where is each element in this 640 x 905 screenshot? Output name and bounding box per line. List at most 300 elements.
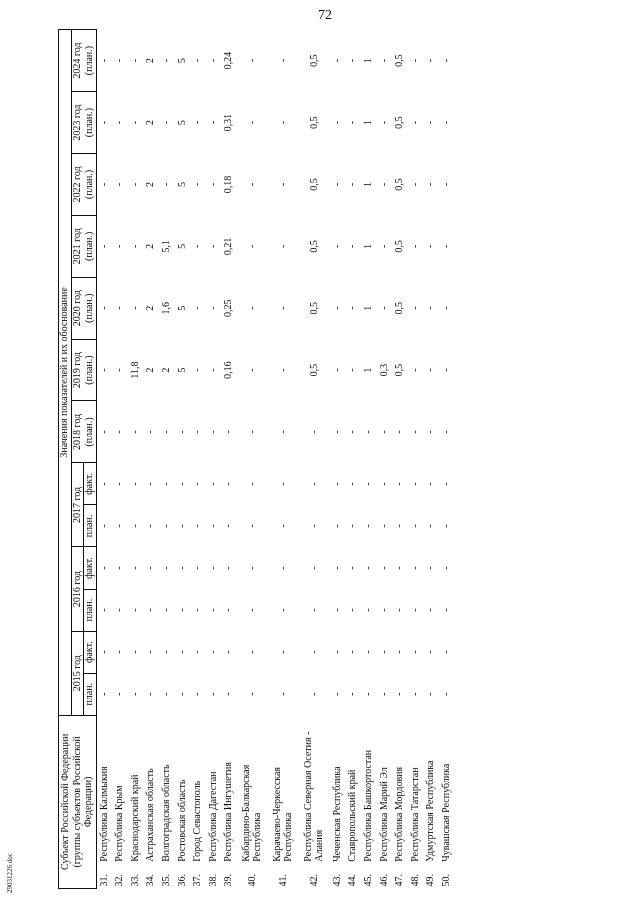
value-cell: - bbox=[98, 244, 110, 248]
value-cell: - bbox=[277, 524, 289, 528]
value-cell: - bbox=[207, 244, 219, 248]
value-cell: 0,31 bbox=[223, 113, 235, 132]
value-cell: - bbox=[160, 566, 172, 570]
value-cell: - bbox=[246, 368, 258, 372]
header-year-2021: 2021 год (план.) bbox=[71, 215, 96, 277]
value-cell: - bbox=[441, 244, 453, 248]
value-cell: - bbox=[425, 430, 437, 434]
value-cell: - bbox=[98, 430, 110, 434]
value-cell: - bbox=[145, 650, 157, 654]
header-subject: Субъект Российской Федерации (группы субъектов Российской Федерации) bbox=[59, 715, 97, 888]
value-cell: - bbox=[246, 482, 258, 486]
indicators-table bbox=[58, 29, 455, 889]
region-name: Республика Марий Эл bbox=[378, 767, 390, 862]
region-name: Республика Ингушетия bbox=[223, 762, 235, 862]
value-cell: - bbox=[129, 482, 141, 486]
header-year-2022: 2022 год (план.) bbox=[71, 154, 96, 216]
value-cell: - bbox=[409, 244, 421, 248]
value-cell: - bbox=[277, 306, 289, 310]
value-cell: - bbox=[223, 650, 235, 654]
value-cell: - bbox=[425, 692, 437, 696]
value-cell: - bbox=[363, 482, 375, 486]
value-cell: - bbox=[409, 368, 421, 372]
row-number: 31. bbox=[98, 874, 110, 887]
value-cell: - bbox=[192, 120, 204, 125]
header-year-2024: 2024 год (план.) bbox=[71, 30, 96, 92]
value-cell: - bbox=[409, 524, 421, 528]
header-year-2020: 2020 год (план.) bbox=[71, 277, 96, 339]
value-cell: - bbox=[331, 244, 343, 248]
value-cell: - bbox=[246, 430, 258, 434]
value-cell: - bbox=[441, 120, 453, 125]
value-cell: - bbox=[176, 482, 188, 486]
value-cell: - bbox=[347, 524, 359, 528]
value-cell: 2 bbox=[145, 305, 157, 311]
value-cell: 2 bbox=[145, 58, 157, 64]
footer-filename: 29031226.doc bbox=[6, 853, 14, 893]
value-cell: 0,5 bbox=[308, 178, 320, 191]
value-cell: - bbox=[192, 244, 204, 248]
table-row bbox=[174, 30, 190, 889]
value-cell: - bbox=[378, 692, 390, 696]
value-cell: - bbox=[98, 482, 110, 486]
value-cell: - bbox=[347, 58, 359, 63]
value-cell: - bbox=[441, 692, 453, 696]
value-cell: - bbox=[308, 608, 320, 612]
value-cell: - bbox=[160, 182, 172, 187]
value-cell: - bbox=[277, 482, 289, 486]
value-cell: - bbox=[176, 608, 188, 612]
value-cell: 5,1 bbox=[160, 240, 172, 253]
value-cell: 0,21 bbox=[223, 237, 235, 256]
region-name: Республика Калмыкия bbox=[98, 766, 110, 862]
row-number: 38. bbox=[207, 874, 219, 887]
table-row bbox=[96, 30, 112, 889]
row-number: 49. bbox=[425, 874, 437, 887]
value-cell: 2 bbox=[160, 367, 172, 373]
value-cell: - bbox=[207, 120, 219, 125]
table-row bbox=[423, 30, 439, 889]
table-body bbox=[96, 30, 455, 889]
value-cell: - bbox=[331, 430, 343, 434]
row-number: 47. bbox=[394, 874, 406, 887]
row-number: 42. bbox=[308, 874, 320, 887]
value-cell: - bbox=[192, 566, 204, 570]
row-number: 46. bbox=[378, 874, 390, 887]
value-cell: - bbox=[192, 430, 204, 434]
value-cell: 11,8 bbox=[129, 361, 141, 379]
value-cell: - bbox=[277, 608, 289, 612]
value-cell: - bbox=[425, 524, 437, 528]
value-cell: - bbox=[114, 692, 126, 696]
value-cell: - bbox=[129, 650, 141, 654]
value-cell: 0,25 bbox=[223, 299, 235, 317]
value-cell: - bbox=[207, 182, 219, 187]
value-cell: - bbox=[176, 692, 188, 696]
table-header bbox=[59, 30, 97, 889]
value-cell: - bbox=[378, 650, 390, 654]
row-number: 32. bbox=[114, 874, 126, 887]
value-cell: - bbox=[441, 306, 453, 310]
table-row bbox=[361, 30, 377, 889]
table-row bbox=[439, 30, 455, 889]
table-row bbox=[159, 30, 175, 889]
value-cell: - bbox=[207, 58, 219, 63]
value-cell: - bbox=[207, 306, 219, 310]
value-cell: 0,5 bbox=[394, 301, 406, 315]
value-cell: - bbox=[98, 368, 110, 372]
value-cell: - bbox=[98, 608, 110, 612]
value-cell: - bbox=[409, 120, 421, 125]
value-cell: - bbox=[394, 566, 406, 570]
value-cell: - bbox=[409, 608, 421, 612]
value-cell: 1,6 bbox=[160, 301, 172, 315]
region-name: Чеченская Республика bbox=[331, 766, 343, 862]
header-values-group: Значения показателей и их обоснование bbox=[59, 30, 72, 716]
value-cell: - bbox=[114, 306, 126, 310]
value-cell: 1 bbox=[363, 305, 375, 311]
value-cell: - bbox=[425, 482, 437, 486]
value-cell: - bbox=[246, 244, 258, 248]
value-cell: - bbox=[246, 566, 258, 570]
value-cell: - bbox=[114, 524, 126, 528]
value-cell: - bbox=[277, 182, 289, 187]
header-fact-2015: факт. bbox=[84, 631, 97, 673]
value-cell: - bbox=[192, 182, 204, 187]
value-cell: - bbox=[114, 430, 126, 434]
value-cell: - bbox=[160, 58, 172, 63]
region-name: Чувашская Республика bbox=[441, 763, 453, 862]
region-name: Республика Крым bbox=[114, 785, 126, 862]
value-cell: - bbox=[425, 608, 437, 612]
value-cell: - bbox=[409, 482, 421, 486]
row-number: 36. bbox=[176, 874, 188, 887]
row-number: 39. bbox=[223, 874, 235, 887]
value-cell: - bbox=[425, 650, 437, 654]
value-cell: - bbox=[331, 692, 343, 696]
value-cell: - bbox=[192, 306, 204, 310]
value-cell: - bbox=[129, 430, 141, 434]
value-cell: - bbox=[277, 566, 289, 570]
value-cell: - bbox=[160, 524, 172, 528]
value-cell: - bbox=[347, 566, 359, 570]
value-cell: - bbox=[192, 650, 204, 654]
value-cell: - bbox=[114, 608, 126, 612]
region-name: Республика Мордовия bbox=[394, 766, 406, 862]
region-name: Краснодарский край bbox=[129, 774, 141, 862]
value-cell: 1 bbox=[363, 120, 375, 126]
value-cell: - bbox=[114, 482, 126, 486]
value-cell: - bbox=[207, 368, 219, 372]
value-cell: - bbox=[223, 608, 235, 612]
value-cell: - bbox=[347, 244, 359, 248]
value-cell: - bbox=[331, 58, 343, 63]
row-number: 41. bbox=[277, 874, 289, 887]
value-cell: - bbox=[246, 692, 258, 696]
value-cell: - bbox=[145, 430, 157, 434]
value-cell: - bbox=[129, 120, 141, 125]
value-cell: - bbox=[160, 608, 172, 612]
value-cell: - bbox=[378, 482, 390, 486]
row-number: 35. bbox=[160, 874, 172, 887]
value-cell: 0,5 bbox=[394, 178, 406, 191]
value-cell: - bbox=[363, 566, 375, 570]
value-cell: - bbox=[378, 244, 390, 248]
value-cell: - bbox=[363, 650, 375, 654]
value-cell: - bbox=[363, 692, 375, 696]
value-cell: - bbox=[98, 524, 110, 528]
value-cell: - bbox=[192, 58, 204, 63]
row-number: 33. bbox=[129, 874, 141, 887]
header-year-2018: 2018 год (план.) bbox=[71, 401, 96, 463]
value-cell: - bbox=[363, 608, 375, 612]
header-year-2015: 2015 год bbox=[71, 631, 84, 715]
value-cell: - bbox=[223, 482, 235, 486]
value-cell: - bbox=[145, 524, 157, 528]
value-cell: - bbox=[246, 120, 258, 125]
value-cell: - bbox=[394, 692, 406, 696]
value-cell: 0,5 bbox=[308, 363, 320, 377]
value-cell: - bbox=[98, 650, 110, 654]
region-name: Республика Дагестан bbox=[207, 771, 219, 862]
region-name: Ставропольский край bbox=[347, 769, 359, 862]
value-cell: - bbox=[176, 650, 188, 654]
value-cell: - bbox=[223, 524, 235, 528]
value-cell: - bbox=[246, 306, 258, 310]
value-cell: - bbox=[207, 430, 219, 434]
value-cell: 0,5 bbox=[308, 116, 320, 129]
value-cell: - bbox=[394, 482, 406, 486]
table-row bbox=[143, 30, 159, 889]
value-cell: - bbox=[363, 524, 375, 528]
table-row bbox=[330, 30, 346, 889]
value-cell: - bbox=[425, 182, 437, 187]
value-cell: - bbox=[378, 120, 390, 125]
value-cell: - bbox=[129, 524, 141, 528]
row-number: 37. bbox=[192, 874, 204, 887]
value-cell: - bbox=[378, 430, 390, 434]
value-cell: 2 bbox=[145, 243, 157, 249]
value-cell: - bbox=[160, 692, 172, 696]
value-cell: - bbox=[207, 608, 219, 612]
value-cell: - bbox=[176, 430, 188, 434]
table-row bbox=[221, 30, 237, 889]
value-cell: - bbox=[277, 430, 289, 434]
value-cell: - bbox=[145, 566, 157, 570]
value-cell: 0,5 bbox=[394, 54, 406, 67]
value-cell: - bbox=[441, 368, 453, 372]
value-cell: - bbox=[441, 430, 453, 434]
value-cell: - bbox=[331, 482, 343, 486]
value-cell: 2 bbox=[145, 181, 157, 187]
value-cell: - bbox=[145, 608, 157, 612]
value-cell: - bbox=[308, 650, 320, 654]
value-cell: - bbox=[114, 120, 126, 125]
value-cell: - bbox=[246, 524, 258, 528]
value-cell: - bbox=[441, 650, 453, 654]
value-cell: - bbox=[176, 524, 188, 528]
value-cell: - bbox=[277, 368, 289, 372]
value-cell: - bbox=[308, 524, 320, 528]
value-cell: - bbox=[394, 524, 406, 528]
value-cell: - bbox=[425, 120, 437, 125]
value-cell: - bbox=[277, 650, 289, 654]
value-cell: - bbox=[98, 58, 110, 63]
value-cell: 5 bbox=[176, 367, 188, 373]
value-cell: - bbox=[277, 244, 289, 248]
region-name: Кабардино-Балкарская Республика bbox=[240, 764, 264, 862]
header-fact-2017: факт. bbox=[84, 463, 97, 505]
value-cell: - bbox=[277, 120, 289, 125]
value-cell: - bbox=[441, 608, 453, 612]
value-cell: - bbox=[207, 566, 219, 570]
value-cell: - bbox=[223, 692, 235, 696]
header-year-2016: 2016 год bbox=[71, 547, 84, 631]
value-cell: 0,3 bbox=[378, 363, 390, 377]
value-cell: - bbox=[114, 244, 126, 248]
row-number: 45. bbox=[363, 874, 375, 887]
value-cell: 0,5 bbox=[394, 116, 406, 129]
value-cell: - bbox=[192, 692, 204, 696]
table-row bbox=[268, 30, 299, 889]
value-cell: - bbox=[441, 182, 453, 187]
region-name: Республика Татарстан bbox=[409, 767, 421, 862]
table-row bbox=[377, 30, 393, 889]
region-name: Ростовская область bbox=[176, 779, 188, 862]
value-cell: 5 bbox=[176, 305, 188, 311]
page-number: 72 bbox=[318, 8, 332, 23]
value-cell: 0,5 bbox=[394, 240, 406, 253]
value-cell: - bbox=[246, 650, 258, 654]
value-cell: - bbox=[192, 368, 204, 372]
header-fact-2016: факт. bbox=[84, 547, 97, 589]
region-name: Город Севастополь bbox=[192, 780, 204, 862]
value-cell: - bbox=[394, 608, 406, 612]
value-cell: - bbox=[129, 182, 141, 187]
value-cell: - bbox=[114, 58, 126, 63]
value-cell: 5 bbox=[176, 58, 188, 64]
value-cell: - bbox=[129, 692, 141, 696]
table-row bbox=[190, 30, 206, 889]
value-cell: 0,5 bbox=[308, 54, 320, 67]
value-cell: 0,16 bbox=[223, 361, 235, 379]
value-cell: - bbox=[378, 566, 390, 570]
value-cell: - bbox=[347, 120, 359, 125]
value-cell: - bbox=[129, 608, 141, 612]
value-cell: - bbox=[425, 306, 437, 310]
value-cell: - bbox=[160, 430, 172, 434]
value-cell: - bbox=[409, 650, 421, 654]
table-row bbox=[128, 30, 144, 889]
value-cell: - bbox=[246, 182, 258, 187]
header-year-2023: 2023 год (план.) bbox=[71, 92, 96, 154]
value-cell: 1 bbox=[363, 243, 375, 249]
value-cell: 0,24 bbox=[223, 51, 235, 70]
value-cell: 2 bbox=[145, 367, 157, 373]
value-cell: 2 bbox=[145, 120, 157, 126]
value-cell: - bbox=[425, 566, 437, 570]
value-cell: - bbox=[114, 368, 126, 372]
value-cell: - bbox=[331, 182, 343, 187]
value-cell: - bbox=[207, 482, 219, 486]
value-cell: - bbox=[207, 524, 219, 528]
value-cell: - bbox=[378, 608, 390, 612]
header-plan-2015: план. bbox=[84, 673, 97, 715]
value-cell: - bbox=[98, 566, 110, 570]
value-cell: - bbox=[347, 692, 359, 696]
value-cell: - bbox=[409, 566, 421, 570]
value-cell: - bbox=[331, 368, 343, 372]
table-row bbox=[408, 30, 424, 889]
region-name: Астраханская область bbox=[145, 768, 157, 862]
value-cell: - bbox=[378, 58, 390, 63]
value-cell: - bbox=[98, 306, 110, 310]
value-cell: 5 bbox=[176, 243, 188, 249]
value-cell: - bbox=[331, 524, 343, 528]
value-cell: - bbox=[129, 306, 141, 310]
table-row bbox=[206, 30, 222, 889]
header-year-2019: 2019 год (план.) bbox=[71, 339, 96, 401]
value-cell: - bbox=[145, 482, 157, 486]
value-cell: 1 bbox=[363, 367, 375, 373]
value-cell: - bbox=[145, 692, 157, 696]
value-cell: - bbox=[114, 566, 126, 570]
table-row bbox=[392, 30, 408, 889]
value-cell: - bbox=[378, 182, 390, 187]
value-cell: - bbox=[409, 182, 421, 187]
region-name: Карачаево-Черкесская Республика bbox=[271, 766, 295, 862]
value-cell: - bbox=[331, 608, 343, 612]
value-cell: - bbox=[223, 566, 235, 570]
value-cell: - bbox=[223, 430, 235, 434]
value-cell: - bbox=[308, 692, 320, 696]
value-cell: - bbox=[331, 306, 343, 310]
value-cell: - bbox=[246, 58, 258, 63]
value-cell: - bbox=[347, 482, 359, 486]
value-cell: - bbox=[409, 430, 421, 434]
value-cell: - bbox=[98, 692, 110, 696]
row-number: 40. bbox=[246, 874, 258, 887]
value-cell: - bbox=[331, 120, 343, 125]
value-cell: - bbox=[347, 608, 359, 612]
value-cell: - bbox=[409, 692, 421, 696]
row-number: 48. bbox=[409, 874, 421, 887]
value-cell: - bbox=[409, 306, 421, 310]
value-cell: 1 bbox=[363, 181, 375, 187]
value-cell: - bbox=[192, 482, 204, 486]
table-row bbox=[299, 30, 330, 889]
value-cell: - bbox=[331, 650, 343, 654]
value-cell: - bbox=[394, 650, 406, 654]
value-cell: - bbox=[394, 430, 406, 434]
value-cell: - bbox=[425, 58, 437, 63]
row-number: 44. bbox=[347, 874, 359, 887]
value-cell: - bbox=[425, 244, 437, 248]
value-cell: - bbox=[277, 58, 289, 63]
rotated-table-sheet bbox=[58, 29, 578, 889]
value-cell: 0,5 bbox=[394, 363, 406, 377]
value-cell: - bbox=[98, 182, 110, 187]
table-row bbox=[112, 30, 128, 889]
value-cell: 1 bbox=[363, 58, 375, 64]
header-plan-2017: план. bbox=[84, 505, 97, 547]
region-name: Волгоградская область bbox=[160, 764, 172, 862]
region-name: Удмуртская Республика bbox=[425, 760, 437, 862]
region-name: Республика Башкортостан bbox=[363, 749, 375, 862]
value-cell: - bbox=[308, 482, 320, 486]
value-cell: 5 bbox=[176, 181, 188, 187]
value-cell: - bbox=[160, 482, 172, 486]
